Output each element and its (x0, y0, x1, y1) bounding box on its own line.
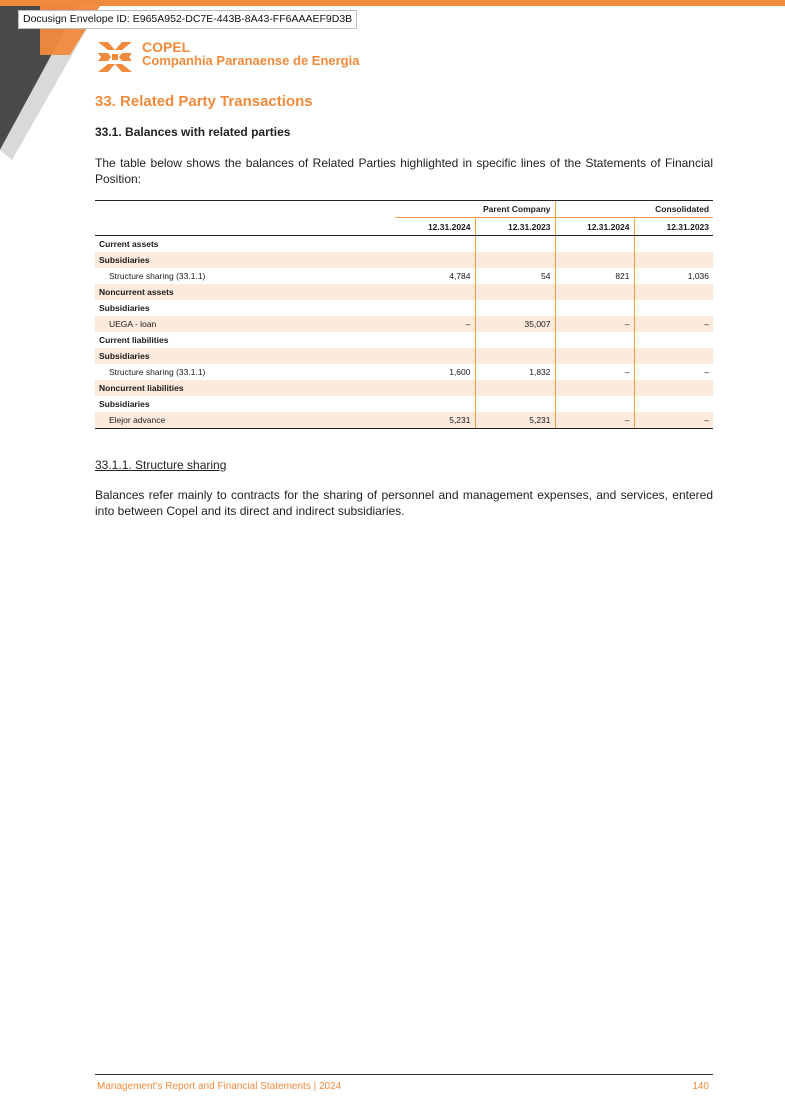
column-header-date: 12.31.2024 (555, 218, 634, 236)
cell-value: 35,007 (475, 316, 555, 332)
copel-logo-icon (96, 40, 134, 74)
column-header-date: 12.31.2024 (395, 218, 475, 236)
cell-value: 5,231 (475, 412, 555, 429)
group-parent-company: Parent Company (395, 201, 555, 218)
column-header-date: 12.31.2023 (634, 218, 713, 236)
row-label: Noncurrent assets (95, 284, 395, 300)
table-corner (95, 201, 395, 218)
table-row (95, 412, 713, 429)
row-label: Subsidiaries (95, 252, 395, 268)
cell-value: 1,036 (634, 268, 713, 284)
group-consolidated: Consolidated (555, 201, 713, 218)
table-row (95, 380, 713, 396)
table-row (95, 268, 713, 284)
cell-value: – (634, 364, 713, 380)
row-label: Structure sharing (33.1.1) (109, 271, 206, 281)
table-row (95, 348, 713, 364)
row-label: UEGA - loan (95, 316, 395, 332)
page-number: 140 (692, 1081, 709, 1092)
section-title: 33. Related Party Transactions (95, 93, 313, 110)
section-subtitle: 33.1. Balances with related parties (95, 125, 291, 139)
row-label: Subsidiaries (95, 348, 395, 364)
cell-value: – (395, 316, 475, 332)
table-row (95, 364, 713, 380)
table-row (95, 332, 713, 348)
column-header-date: 12.31.2023 (475, 218, 555, 236)
intro-paragraph: The table below shows the balances of Related Parties highlighted in specific lines of the Statements of Financial Position: (95, 156, 713, 186)
related-party-balances-table (95, 201, 713, 429)
row-label: Elejor advance (95, 412, 395, 429)
company-logo (96, 40, 359, 74)
cell-value: 1,600 (449, 367, 471, 377)
cell-value: – (555, 316, 634, 332)
cell-value: 5,231 (395, 412, 475, 429)
cell-value: 4,784 (449, 271, 471, 281)
row-label: Noncurrent liabilities (95, 380, 395, 396)
row-label: Subsidiaries (99, 303, 150, 313)
row-label: Subsidiaries (99, 399, 150, 409)
logo-name: COPEL (142, 39, 191, 55)
cell-value: 821 (555, 268, 634, 284)
cell-value: – (555, 364, 634, 380)
cell-value: – (555, 412, 634, 429)
subsection-paragraph: Balances refer mainly to contracts for the sharing of personnel and management expenses, and services, entered into between Copel and its direct and indirect subsidiaries. (95, 488, 713, 518)
cell-value: 54 (475, 268, 555, 284)
row-label: Current liabilities (99, 335, 169, 345)
row-label: Structure sharing (33.1.1) (109, 367, 206, 377)
table-row (95, 396, 713, 412)
table-row (95, 316, 713, 332)
cell-value: – (634, 412, 713, 429)
logo-subtitle: Companhia Paranaense de Energia (142, 53, 360, 68)
cell-value: – (634, 316, 713, 332)
footer-title: Management’s Report and Financial Statements | 2024 (97, 1081, 342, 1092)
footer-divider (95, 1074, 713, 1075)
docusign-envelope-id: Docusign Envelope ID: E965A952-DC7E-443B-8A43-FF6AAAEF9D3B (18, 10, 357, 29)
table-row (95, 284, 713, 300)
row-label: Current assets (99, 239, 159, 249)
table-row (95, 300, 713, 316)
cell-value: 1,832 (475, 364, 555, 380)
table-row (95, 236, 713, 253)
subsection-title: 33.1.1. Structure sharing (95, 458, 227, 472)
table-row (95, 252, 713, 268)
